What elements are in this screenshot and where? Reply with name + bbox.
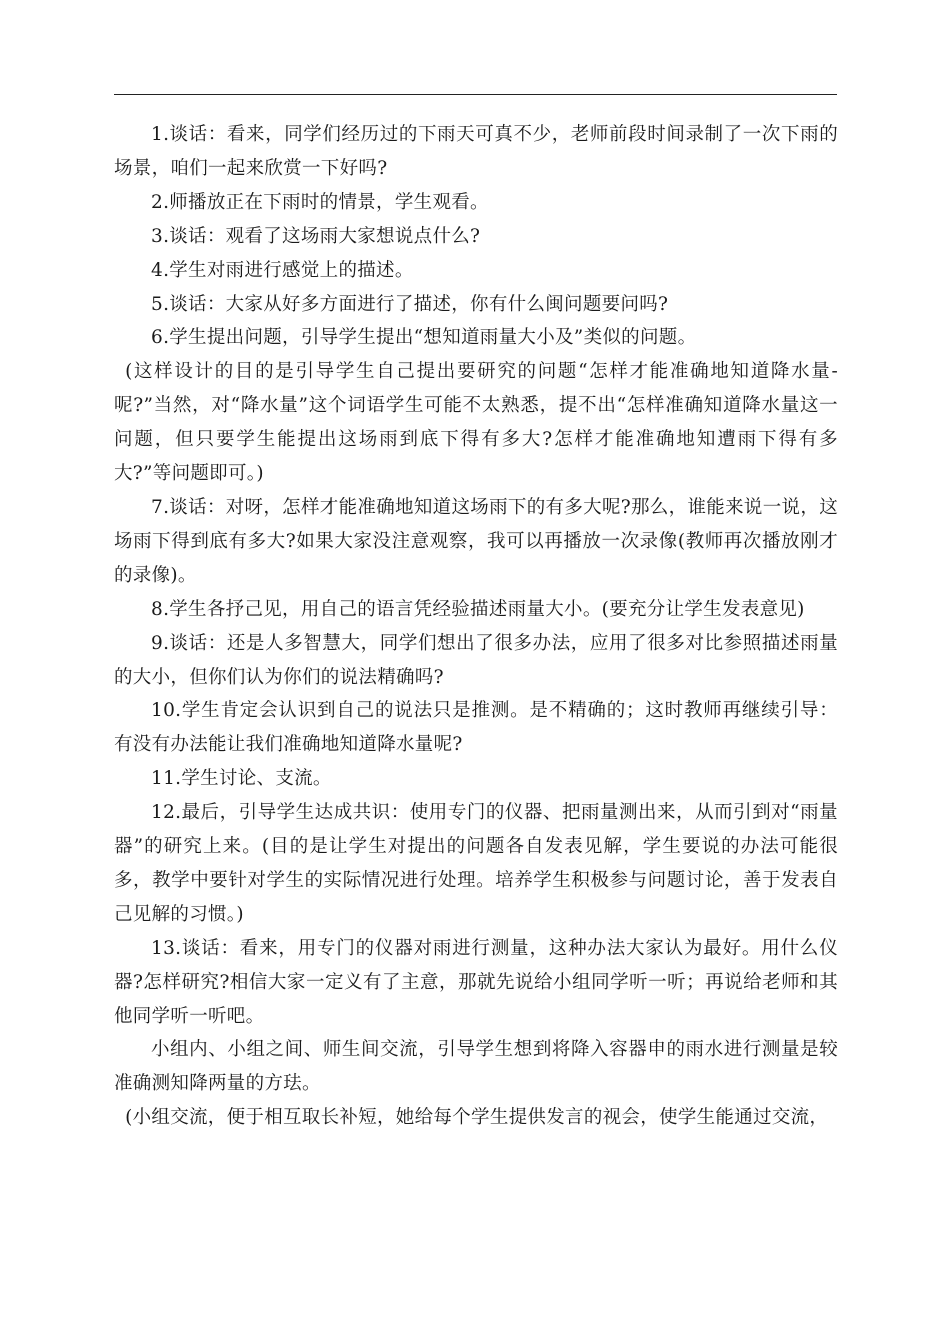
paragraph-7: 7.谈话：对呀，怎样才能准确地知道这场雨下的有多大呢?那么，谁能来说一说，这场雨下得到底有多大?如果大家没注意观察，我可以再播放一次录像(教师再次播放刚才的录像)。 — [114, 496, 838, 586]
paragraph-design-note: (这样设计的目的是引导学生自己提出要研究的问题“怎样才能准确地知道降水量-呢?”当然，对“降水量”这个词语学生可能不太熟悉，提不出“怎样准确知道降水量这一问题，但只要学生能提出这场雨到底下得有多大?怎样才能准确地知遭雨下得有多大?”等问题即可。) — [114, 361, 838, 485]
paragraph-2: 2.师播放正在下雨时的情景，学生观看。 — [151, 191, 489, 213]
document-body — [114, 118, 838, 1135]
header-rule — [114, 94, 837, 95]
paragraph-12: 12.最后，引导学生达成共识：使用专门的仪器、把雨量测出来，从而引到对“雨量器”的研究上来。(目的是让学生对提出的问题各自发表见解，学生要说的办法可能很多，教学中要针对学生的实际情况进行处理。培养学生积极参与问题讨论，善于发表自己见解的习惯。) — [114, 802, 838, 925]
paragraph-1: 1.谈话：看来，同学们经历过的下雨天可真不少，老师前段时间录制了一次下雨的场景，咱们一起来欣赏一下好吗? — [114, 124, 838, 179]
paragraph-5: 5.谈话：大家从好多方面进行了描述，你有什么闽问题要问吗? — [151, 293, 669, 315]
paragraph-10: 10.学生肯定会认识到自己的说法只是推测。是不精确的；这时教师再继续引导：有没有办法能让我们准确地知道降水量呢? — [114, 700, 838, 756]
paragraph-11: 11.学生讨论、支流。 — [151, 768, 332, 790]
paragraph-6: 6.学生提出问题，引导学生提出“想知道雨量大小及”类似的问题。 — [151, 327, 697, 349]
paragraph-group-exchange: 小组内、小组之间、师生间交流，引导学生想到将降入容器申的雨水进行测量是较准确测知降两量的方珐。 — [114, 1039, 838, 1095]
paragraph-group-note: (小组交流，便于相互取长补短，她给每个学生提供发言的视会，使学生能通过交流， — [125, 1107, 829, 1129]
paragraph-9: 9.谈话：还是人多智慧大，同学们想出了很多办法，应用了很多对比参照描述雨量的大小，但你们认为你们的说法精确吗? — [114, 632, 838, 688]
paragraph-8: 8.学生各抒己见，用自己的语言凭经验描述雨量大小。(要充分让学生发表意见) — [151, 598, 805, 620]
paragraph-13: 13.谈话：看来，用专门的仪器对雨进行测量，这种办法大家认为最好。用什么仪器?怎样研究?相信大家一定义有了主意，那就先说给小组同学听一听；再说给老师和其他同学听一听吧。 — [114, 937, 838, 1027]
paragraph-3: 3.谈话：观看了这场雨大家想说点什么? — [151, 225, 481, 247]
paragraph-4: 4.学生对雨进行感觉上的描述。 — [151, 259, 414, 281]
